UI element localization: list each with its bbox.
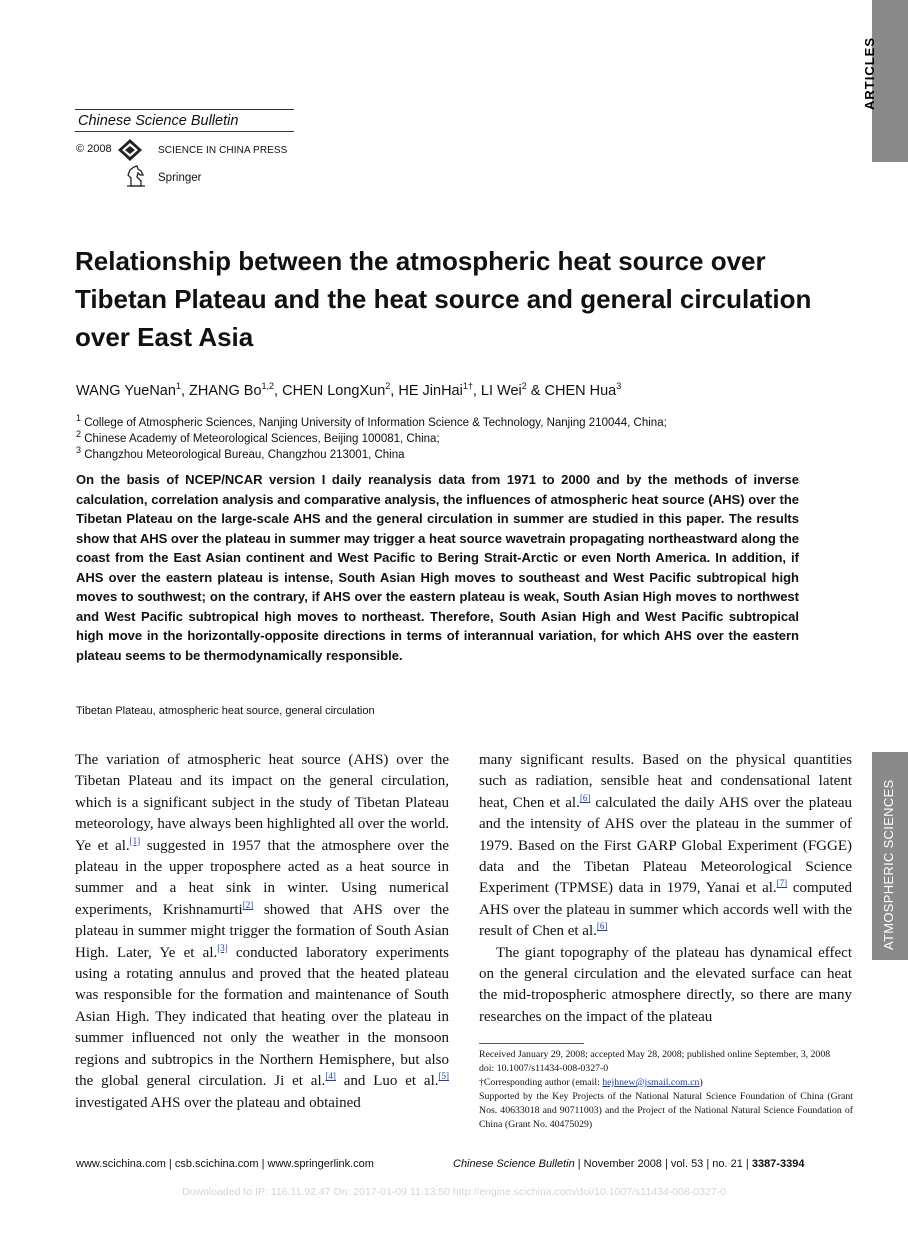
citation-link[interactable]: [3] bbox=[217, 942, 228, 953]
springer-name: Springer bbox=[158, 172, 202, 184]
doi: doi: 10.1007/s11434-008-0327-0 bbox=[479, 1063, 609, 1074]
articles-tab bbox=[862, 0, 908, 162]
paragraph: many significant results. Based on the physical quantities such as radiation, sensible heat and condensational latent heat, Chen et al.[6] calculated the daily AHS over the plateau and the intensity of AHS over the plateau in the summer of 1979. Based on the First GARP Global Experiment (FGGE) data and the Tibetan Plateau Meteorological Science Experiment (TPMSE) data in 1979, Yanai et al.[7] computed AHS over the plateau in summer which accords well with the result of Chen et al.[6] bbox=[479, 752, 853, 940]
paper-title: Relationship between the atmospheric heat source over Tibetan Plateau and the heat source and general circulation over East Asia bbox=[75, 246, 812, 352]
paragraph: The giant topography of the plateau has dynamical effect on the general circulation and the elevated surface can heat the mid-tropospheric atmosphere directly, so there are many researches on the impact of the plateau bbox=[479, 944, 852, 1025]
journal-name: Chinese Science Bulletin bbox=[78, 113, 239, 129]
affiliation-2: $^2$ Chinese Academy of Meteorological Sciences, Beijing 100081, China; bbox=[76, 429, 440, 445]
author-list bbox=[76, 381, 621, 399]
author-name: CHEN LongXun bbox=[282, 382, 386, 399]
section-tab-label: ATMOSPHERIC SCIENCES bbox=[881, 779, 896, 950]
footer-citation: Chinese Science Bulletin | November 2008 | vol. 53 | no. 21 | 3387-3394 bbox=[453, 1158, 805, 1170]
affiliation-1: $^1$ College of Atmospheric Sciences, Nanjing University of Information Science & Technology, Nanjing 210044, China; bbox=[76, 413, 667, 429]
author-separator: , bbox=[180, 382, 190, 399]
author-affiliation-mark: 3 bbox=[616, 381, 622, 391]
body-column-left bbox=[75, 750, 449, 1114]
author-affiliation-mark: 2 bbox=[385, 381, 391, 391]
author-name: WANG YueNan bbox=[76, 382, 176, 399]
abstract: On the basis of NCEP/NCAR version I daily reanalysis data from 1971 to 2000 and by the methods of inverse calculation, correlation analysis and comparative analysis, the influences of atmospheric heat source (AHS) over the Tibetan Plateau on the large-scale AHS and the general circulation in summer are studied in this paper. The results show that AHS over the plateau in summer may trigger a heat source wavetrain propagating northeastward along the coast from the East Asian continent and West Pacific to Bering Strait-Arctic or even North America. In addition, if AHS over the eastern plateau is intense, South Asian High moves to southeast and West Pacific subtropical high moves to southwest; on the contrary, if AHS over the eastern plateau is weak, South Asian High moves to northwest and West Pacific subtropical high moves to northeast. Therefore, South Asian High and West Pacific subtropical high move in the horizontally-opposite directions in terms of interannual variation, for which AHS over the eastern plateau seems to be thermodynamically responsible. bbox=[76, 472, 799, 663]
section-tab bbox=[872, 752, 908, 960]
springer-horse-icon bbox=[125, 164, 147, 188]
author-separator: , bbox=[472, 382, 481, 399]
affiliation-3: $^3$ Changzhou Meteorological Bureau, Changzhou 213001, China bbox=[76, 445, 405, 461]
author-name: HE JinHai bbox=[398, 382, 463, 399]
author-separator: , bbox=[274, 382, 283, 399]
citation-link[interactable]: [1] bbox=[129, 835, 141, 846]
download-watermark: Downloaded to IP: 116.11.92.47 On: 2017-01-09 11:13:50 http://engine.scichina.com/doi/10.1007/s11434-008-0327-0 bbox=[182, 1186, 726, 1198]
copyright: © 2008 bbox=[76, 143, 112, 155]
footer-links[interactable]: www.scichina.com | csb.scichina.com | www.springerlink.com bbox=[76, 1158, 374, 1170]
publisher-name: SCIENCE IN CHINA PRESS bbox=[158, 145, 288, 156]
received-dates: Received January 29, 2008; accepted May 28, 2008; published online September, 3, 2008 bbox=[479, 1049, 831, 1060]
citation-link[interactable]: [2] bbox=[242, 899, 254, 910]
citation-link[interactable]: [4] bbox=[325, 1071, 336, 1082]
author-name: ZHANG Bo bbox=[189, 382, 262, 399]
funding-note: Supported by the Key Projects of the National Natural Science Foundation of China (Grant Nos. 40633018 and 90711003) and the Project of the National Natural Science Foundation of China (Grant No. 40475029) bbox=[479, 1091, 853, 1130]
press-logo-icon bbox=[117, 138, 143, 162]
corresponding-author: †Corresponding author (email: hejhnew@jsmail.com.cn) bbox=[479, 1077, 703, 1088]
email-link[interactable]: hejhnew@jsmail.com.cn bbox=[602, 1077, 700, 1088]
footnote-rule bbox=[479, 1043, 584, 1044]
paragraph: The variation of atmospheric heat source (AHS) over the Tibetan Plateau and its impact on the general circulation, which is a significant subject in the study of Tibetan Plateau meteorology, have always been highlighted all over the world. Ye et al.[1] suggested in 1957 that the atmosphere over the plateau in the upper troposphere acted as a heat source in summer and a heat sink in winter. Using numerical experiments, Krishnamurti[2] showed that AHS over the plateau in summer might trigger the formation of South Asian High. Later, Ye et al.[3] conducted laboratory experiments using a rotating annulus and proved that the heated plateau was responsible for the formation and maintenance of South Asian High. They indicated that heating over the plateau in summer influenced not only the weather in the monsoon regions and subtropics in the Northern Hemisphere, but also the global general circulation. Ji et al.[4] and Luo et al.[5] investigated AHS over the plateau and obtained bbox=[75, 752, 450, 1111]
citation-link[interactable]: [7] bbox=[776, 878, 788, 889]
author-affiliation-mark: 1,2 bbox=[261, 381, 275, 391]
author-name: CHEN Hua bbox=[544, 382, 617, 399]
footnotes bbox=[479, 1048, 853, 1132]
author-affiliation-mark: 2 bbox=[521, 381, 527, 391]
author-affiliation-mark: 1 bbox=[175, 381, 181, 391]
keywords: Tibetan Plateau, atmospheric heat source, general circulation bbox=[76, 705, 375, 717]
journal-rule bbox=[75, 131, 294, 132]
author-separator: , bbox=[390, 382, 399, 399]
citation-link[interactable]: [6] bbox=[596, 921, 608, 932]
author-name: LI Wei bbox=[480, 382, 522, 399]
journal-rule bbox=[75, 109, 294, 110]
citation-link[interactable]: [6] bbox=[579, 792, 591, 803]
author-separator: & bbox=[526, 382, 545, 399]
articles-tab-label: ARTICLES bbox=[862, 37, 877, 110]
citation-link[interactable]: [5] bbox=[438, 1071, 449, 1082]
body-column-right bbox=[479, 750, 852, 1028]
author-affiliation-mark: 1† bbox=[462, 381, 473, 391]
